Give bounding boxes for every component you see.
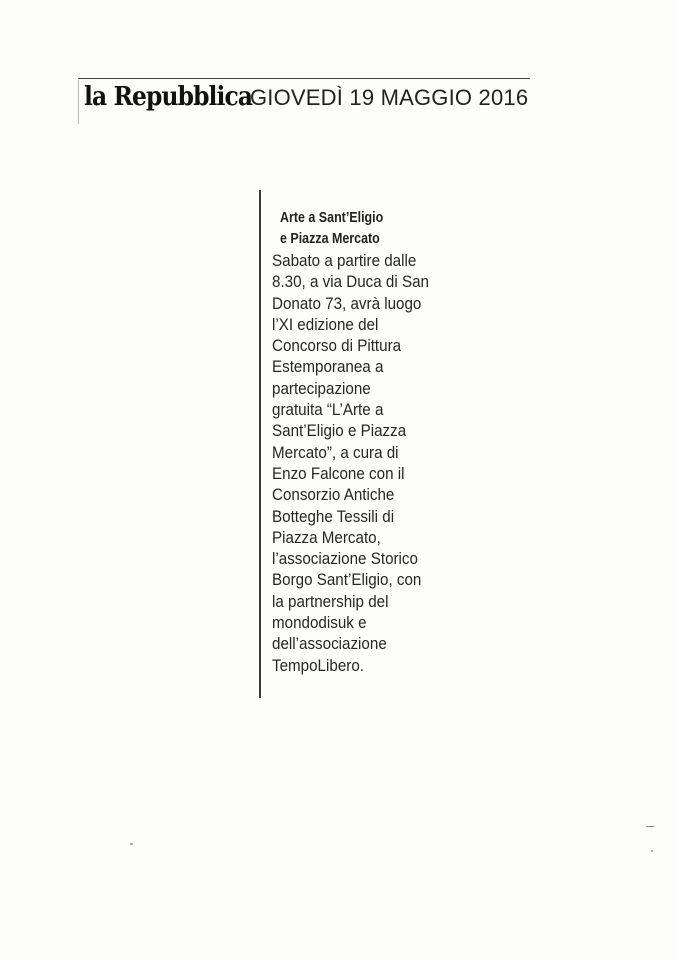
article-body-line: Estemporanea a: [272, 358, 384, 377]
article-body-line: la partnership del: [272, 592, 389, 611]
article-body-line: Mercato”, a cura di: [272, 443, 399, 462]
article-body-line: Consorzio Antiche: [272, 486, 395, 505]
article-headline-line-1: Arte a Sant’Eligio: [280, 210, 384, 226]
scan-speck: [646, 826, 655, 827]
article-body-line: Donato 73, avrà luogo: [272, 294, 422, 313]
article-body-line: 8.30, a via Duca di San: [272, 273, 429, 292]
article-body-line: Sabato a partire dalle: [272, 252, 417, 270]
scan-speck: [651, 850, 653, 852]
article-column-rule: [259, 190, 261, 698]
masthead: [84, 82, 528, 122]
masthead-side-rule: [78, 80, 79, 124]
article-body-line: Borgo Sant’Eligio, con: [272, 571, 422, 590]
article-headline-line-2: e Piazza Mercato: [280, 231, 380, 247]
article: [272, 208, 472, 677]
article-body-line: TempoLibero.: [272, 656, 364, 675]
masthead-top-rule: [78, 78, 530, 79]
article-body-line: partecipazione: [272, 379, 371, 398]
newspaper-logo: la Repubblica: [84, 82, 253, 112]
article-body: [272, 251, 472, 677]
scan-speck: [130, 843, 133, 845]
article-body-line: Sant’Eligio e Piazza: [272, 422, 407, 441]
article-body-line: gratuita “L’Arte a: [272, 401, 384, 420]
article-body-line: Enzo Falcone con il: [272, 464, 405, 483]
article-body-line: dell’associazione: [272, 635, 387, 654]
article-body-line: l’associazione Storico: [272, 550, 418, 569]
article-body-line: l’XI edizione del: [272, 315, 379, 334]
publication-date: GIOVEDÌ 19 MAGGIO 2016: [250, 85, 529, 110]
article-body-line: Piazza Mercato,: [272, 528, 381, 547]
article-body-line: mondodisuk e: [272, 614, 367, 633]
article-body-line: Concorso di Pittura: [272, 337, 402, 356]
article-body-line: Botteghe Tessili di: [272, 507, 395, 526]
